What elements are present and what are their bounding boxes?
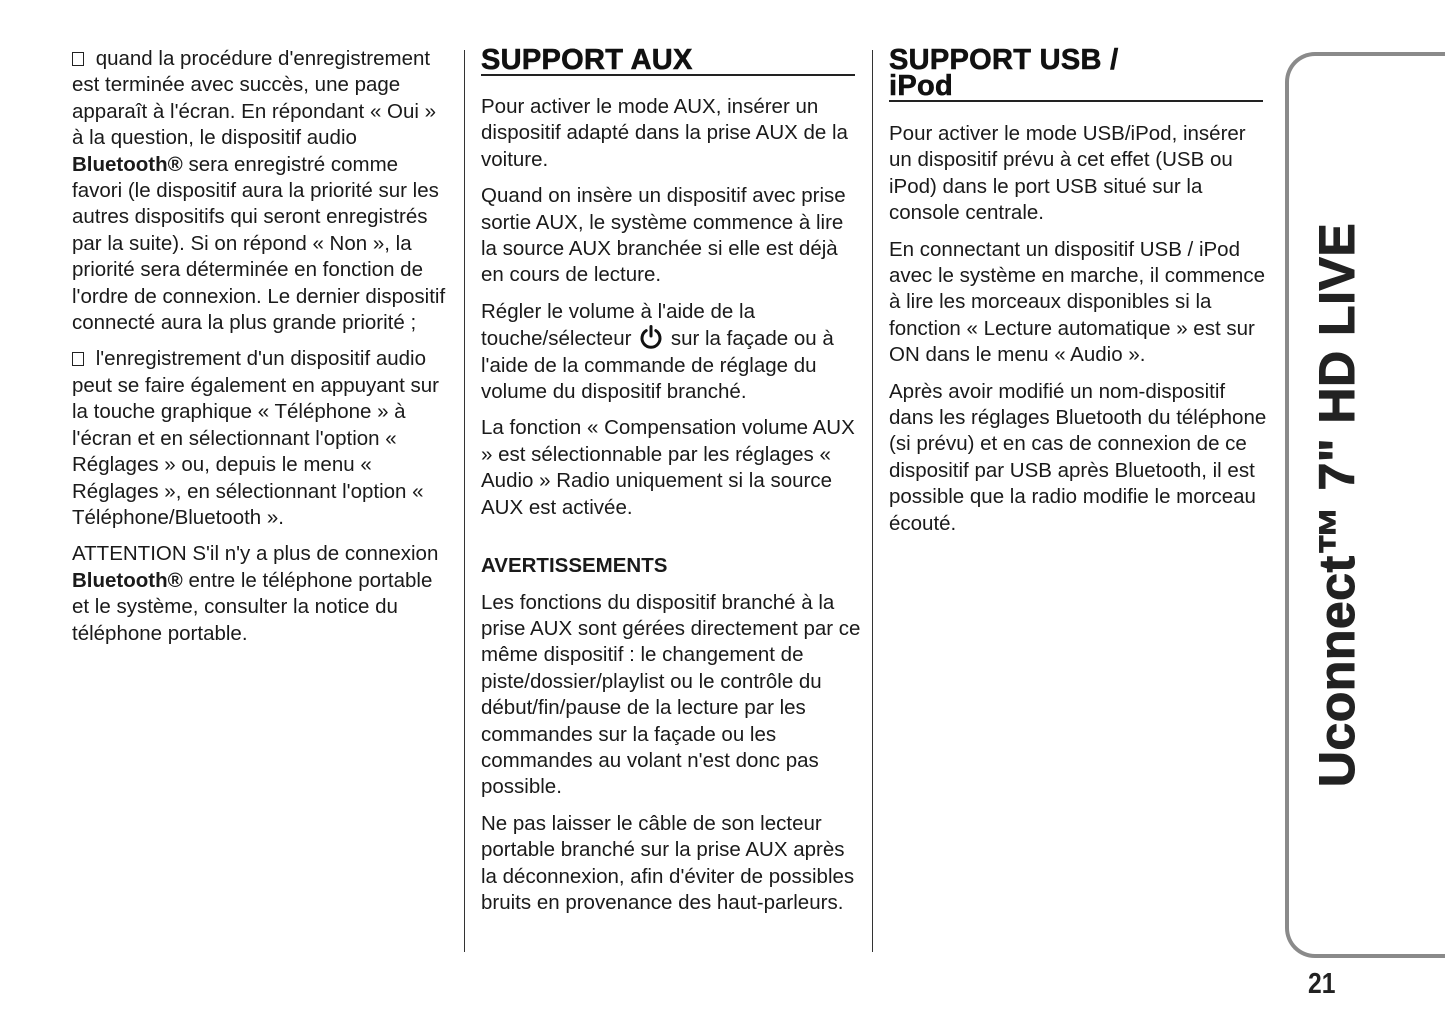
bullet-paragraph-1: quand la procédure d'enregistrement est terminée avec succès, une page apparaît à l'écran. En répondant « Oui » à la question, le dispositif audio Bluetooth® sera enregistré comme favori (le dispositif aura la priorité sur les autres dispositifs qui seront enregistrés par la suite). Si on répond « Non », la priorité sera déterminée en fonction de l'ordre de connexion. Le dernier dispositif connecté aura la plus grande priorité ;: [72, 47, 446, 335]
column-3: [889, 121, 1269, 547]
support-usb-heading-line2: iPod: [889, 70, 954, 102]
column-divider-2: [872, 50, 873, 952]
column-divider-1: [464, 50, 465, 952]
aux-paragraph-3: Régler le volume à l'aide de la touche/sélecteur sur la façade ou à l'aide de la commande de réglage du volume du dispositif branché.: [481, 299, 834, 404]
usb-paragraph-3: Après avoir modifié un nom-dispositif dans les réglages Bluetooth du téléphone (si prévu) et en cas de connexion de ce dispositif par USB après Bluetooth, il est possible que la radio modifie le morceau écouté.: [889, 379, 1267, 535]
page-number: 21: [1308, 968, 1336, 1000]
usb-paragraph-1: Pour activer le mode USB/iPod, insérer un dispositif prévu à cet effet (USB ou iPod) dans le port USB situé sur la console centrale.: [889, 122, 1246, 225]
support-aux-heading: SUPPORT AUX: [481, 47, 855, 76]
power-knob-icon: [639, 325, 663, 349]
column-2: [481, 94, 861, 926]
column-1: [72, 46, 450, 657]
warnings-heading: AVERTISSEMENTS: [481, 554, 668, 578]
aux-paragraph-5: Les fonctions du dispositif branché à la prise AUX sont gérées directement par ce même dispositif : le changement de piste/dossier/playlist ou le contrôle du début/fin/pause de la lecture par les commandes sur la façade ou les commandes au volant n'est donc pas possible.: [481, 590, 861, 799]
attention-paragraph: ATTENTION S'il n'y a plus de connexion Bluetooth® entre le téléphone portable et le système, consulter la notice du téléphone portable.: [72, 542, 439, 645]
square-bullet-icon: [72, 352, 84, 366]
bluetooth-bold: Bluetooth®: [72, 152, 183, 176]
aux-paragraph-1: Pour activer le mode AUX, insérer un dispositif adapté dans la prise AUX de la voiture.: [481, 95, 848, 171]
aux-paragraph-6: Ne pas laisser le câble de son lecteur portable branché sur la prise AUX après la déconnexion, afin d'éviter de possibles bruits en provenance des haut-parleurs.: [481, 811, 855, 914]
support-usb-heading: [889, 44, 1263, 102]
support-usb-heading-line1: SUPPORT USB /: [889, 44, 1119, 76]
square-bullet-icon: [72, 52, 84, 66]
bluetooth-bold: Bluetooth®: [72, 568, 183, 592]
aux-paragraph-4: La fonction « Compensation volume AUX » est sélectionnable par les réglages « Audio » Radio uniquement si la source AUX est activée.: [481, 416, 855, 519]
aux-paragraph-2: Quand on insère un dispositif avec prise sortie AUX, le système commence à lire la source AUX branchée si elle est déjà en cours de lecture.: [481, 184, 846, 287]
chapter-tab-title: Uconnect™ 7" HD LIVE: [1309, 222, 1365, 788]
bullet-paragraph-2: l'enregistrement d'un dispositif audio peut se faire également en appuyant sur la touche graphique « Téléphone » à l'écran et en sélectionnant l'option « Réglages » ou, depuis le menu « Réglages », en sélectionnant l'option « Téléphone/Bluetooth ».: [72, 347, 439, 529]
usb-paragraph-2: En connectant un dispositif USB / iPod avec le système en marche, il commence à lire les morceaux disponibles si la fonction « Lecture automatique » est sur ON dans le menu « Audio ».: [889, 237, 1265, 367]
